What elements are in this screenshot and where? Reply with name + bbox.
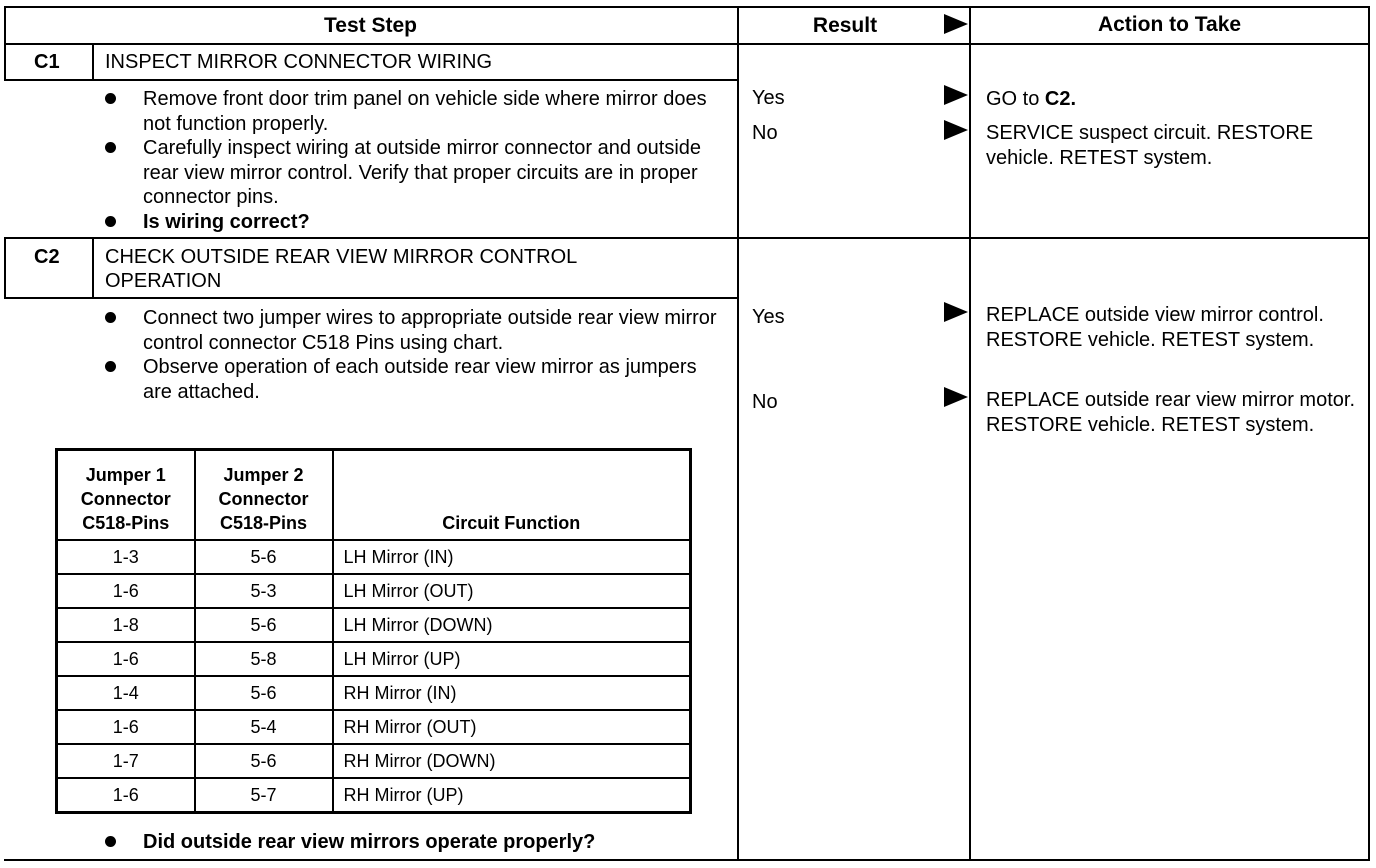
bullet-item: Observe operation of each outside rear view mirror as jumpers are attached.: [103, 355, 723, 404]
result-action-divider: [969, 6, 971, 861]
action-text: REPLACE outside view mirror control. RESTORE vehicle. RETEST system.: [986, 304, 1324, 351]
bullet-icon: [105, 312, 116, 323]
table-right-border: [1368, 6, 1370, 861]
column-header: Circuit Function: [333, 450, 691, 541]
table-left-border-c2: [4, 237, 6, 297]
table-row: 1-7 5-6 RH Mirror (DOWN): [57, 744, 691, 778]
bullet-item: Carefully inspect wiring at outside mirror connector and outside rear view mirror control. Verify that proper circuits are in proper connector pins.: [103, 136, 723, 210]
bullet-icon: [105, 836, 116, 847]
table-row: 1-8 5-6 LH Mirror (DOWN): [57, 608, 691, 642]
bullet-icon: [105, 216, 116, 227]
header-test-step: Test Step: [324, 14, 417, 37]
header-result: Result: [812, 14, 878, 37]
action-text: SERVICE suspect circuit. RESTORE vehicle. RETEST system.: [986, 122, 1314, 169]
table-row: 1-6 5-8 LH Mirror (UP): [57, 642, 691, 676]
action-text: GO to C2.: [986, 88, 1077, 110]
header-action: Action to Take: [1097, 13, 1242, 36]
c1-c2-divider: [4, 237, 1370, 239]
bullet-item: Is wiring correct?: [103, 210, 723, 235]
step-code: C1: [34, 51, 60, 73]
step-bullets: [103, 306, 723, 404]
action-text: REPLACE outside rear view mirror motor. RESTORE vehicle. RETEST system.: [986, 389, 1356, 436]
result-no: No: [752, 391, 778, 413]
result-arrow-icon: [944, 85, 968, 105]
column-header: Jumper 1 Connector C518-Pins: [57, 450, 195, 541]
c1-code-divider: [92, 43, 94, 79]
table-row: 1-4 5-6 RH Mirror (IN): [57, 676, 691, 710]
bullet-item: Connect two jumper wires to appropriate outside rear view mirror control connector C518 Pins using chart.: [103, 306, 723, 355]
bullet-icon: [105, 361, 116, 372]
jumper-table: [55, 448, 692, 814]
header-bottom-border: [4, 43, 1370, 45]
bullet-icon: [105, 93, 116, 104]
bullet-icon: [105, 142, 116, 153]
result-no: No: [752, 122, 778, 144]
step-code: C2: [34, 246, 60, 268]
c1-title-bottom-border: [4, 79, 737, 81]
result-arrow-icon: [944, 302, 968, 322]
step-bullets: [103, 87, 723, 234]
table-row: 1-6 5-4 RH Mirror (OUT): [57, 710, 691, 744]
result-yes: Yes: [752, 306, 785, 328]
bullet-item: Did outside rear view mirrors operate properly?: [103, 830, 723, 855]
teststep-result-divider: [737, 6, 739, 861]
step-title: INSPECT MIRROR CONNECTOR WIRING: [105, 51, 493, 73]
result-yes: Yes: [752, 87, 785, 109]
c2-title-bottom-border: [4, 297, 737, 299]
column-header: Jumper 2 Connector C518-Pins: [195, 450, 333, 541]
header-arrow-icon: [944, 14, 968, 34]
table-row: 1-3 5-6 LH Mirror (IN): [57, 540, 691, 574]
result-arrow-icon: [944, 387, 968, 407]
table-top-border: [4, 6, 1370, 8]
table-row: 1-6 5-3 LH Mirror (OUT): [57, 574, 691, 608]
c2-code-divider: [92, 237, 94, 297]
bullet-item: Remove front door trim panel on vehicle side where mirror does not function properly.: [103, 87, 723, 136]
result-arrow-icon: [944, 120, 968, 140]
step-title: CHECK OUTSIDE REAR VIEW MIRROR CONTROL OPERATION: [105, 246, 577, 292]
table-bottom-border: [4, 859, 1370, 861]
table-row: 1-6 5-7 RH Mirror (UP): [57, 778, 691, 813]
table-header-row: [57, 450, 691, 541]
final-question: [103, 830, 723, 855]
